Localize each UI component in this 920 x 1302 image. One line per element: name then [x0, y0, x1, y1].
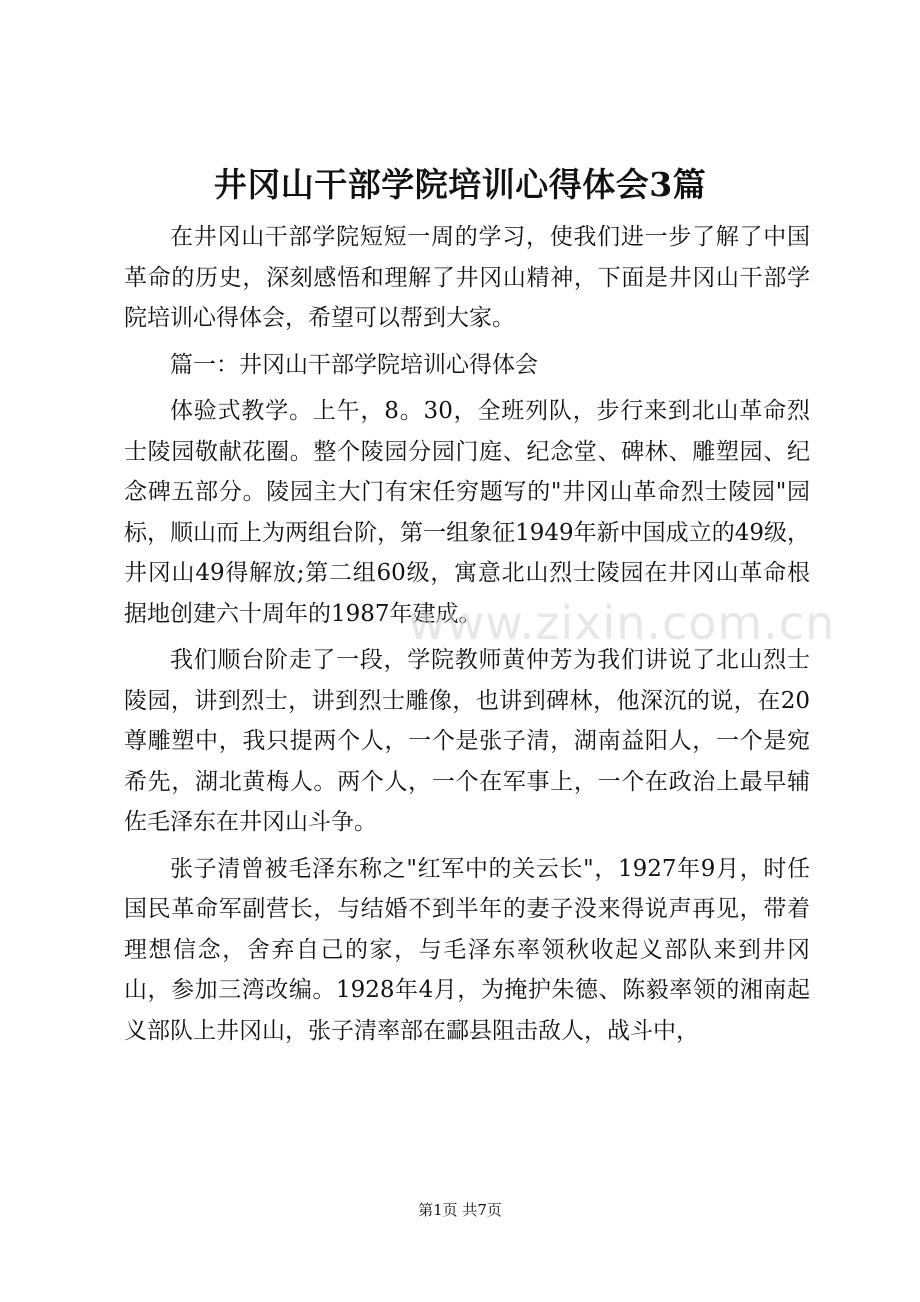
document-title: 井冈山干部学院培训心得体会3篇 [213, 165, 707, 204]
watermark: www.zixin.com.cn [408, 596, 836, 650]
paragraph-teacher-lecture: 我们顺台阶走了一段，学院教师黄仲芳为我们讲说了北山烈士陵园，讲到烈士，讲到烈士雕像，也讲到碑林，他深沉的说，在20尊雕塑中，我只提两个人，一个是张子清，湖南益阳人，一个是宛希先，湖北黄梅人。两个人，一个在军事上，一个在政治上最早辅佐毛泽东在井冈山斗争。 [124, 647, 810, 835]
page-footer: 第1页 共7页 [418, 1201, 502, 1219]
paragraph-zhang-ziqing: 张子清曾被毛泽东称之"红军中的关云长"，1927年9月，时任国民革命军副营长，与结婚不到半年的妻子没来得说声再见，带着理想信念，舍弃自己的家，与毛泽东率领秋收起义部队来到井冈山，参加三湾改编。1928年4月，为掩护朱德、陈毅率领的湘南起义部队上井冈山，张子清率部在酃县阻击敌人，战斗中， [124, 855, 810, 1044]
paragraph-section-heading: 篇一：井冈山干部学院培训心得体会 [170, 351, 538, 378]
paragraph-intro: 在井冈山干部学院短短一周的学习，使我们进一步了解了中国革命的历史，深刻感悟和理解了井冈山精神，下面是井冈山干部学院培训心得体会，希望可以帮到大家。 [124, 224, 810, 331]
paragraph-experience-teaching: 体验式教学。上午，8。30，全班列队，步行来到北山革命烈士陵园敬献花圈。整个陵园分园门庭、纪念堂、碑林、雕塑园、纪念碑五部分。陵园主大门有宋任穷题写的"井冈山革命烈士陵园"园标，顺山而上为两组台阶，第一组象征1949年新中国成立的49级，井冈山49得解放;第二组60级，寓意北山烈士陵园在井冈山革命根据地创建六十周年的1987年建成。 [124, 398, 810, 627]
document-body [124, 217, 810, 1051]
